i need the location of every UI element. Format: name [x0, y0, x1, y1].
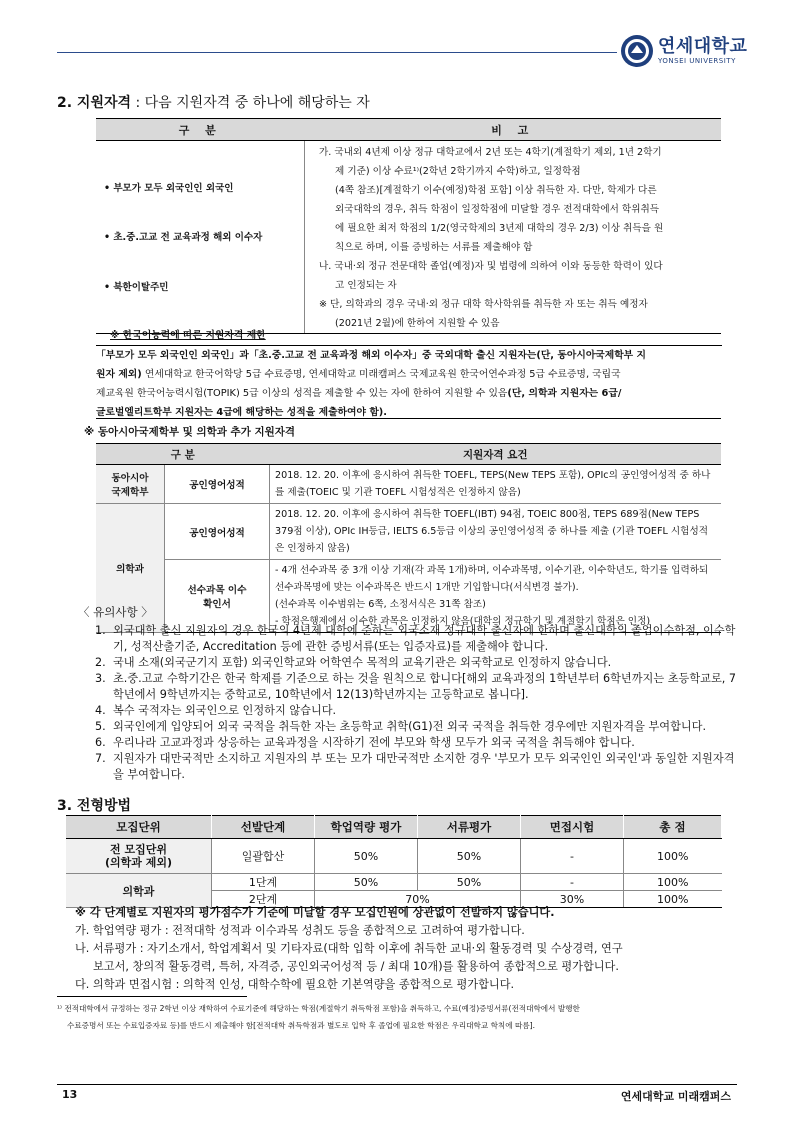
korean-ability-line: 「부모가 모두 외국인인 외국인」과「초.중.고교 전 교육과정 해외 이수자」중 국외대학 출신 지원자는(단, 동아시아국제학부 지 [96, 345, 722, 365]
qualification-table [96, 118, 721, 334]
selection-unit-all: 전 모집단위 (의학과 제외) [66, 839, 212, 874]
extra-sub-english-medicine: 공인영어성적 [165, 504, 270, 560]
extra-qualification-title: ※ 동아시아국제학부 및 의학과 추가 지원자격 [84, 426, 296, 438]
selection-stage: 일괄합산 [212, 839, 315, 874]
remark-line: 고 인정되는 자 [335, 280, 397, 291]
remark-line: 칙으로 하며, 이를 증빙하는 서류를 제출해야 함 [335, 242, 533, 253]
caution-list [95, 623, 740, 783]
footer-rule [57, 1084, 737, 1085]
remark-line: 외국대학의 경우, 취득 학점이 일정학점에 미달할 경우 전적대학에서 학위취득 [335, 204, 660, 215]
korean-ability-title: ※ 한국어능력에 따른 지원자격 제한 [110, 330, 266, 341]
remark-line: 나. 국내·외 정규 전문대학 졸업(예정)자 및 법령에 의하여 이와 동등한 학력이 있다 [319, 261, 663, 272]
selection-table [66, 815, 722, 908]
selection-interview: - [521, 839, 624, 874]
selection-col-total: 총 점 [624, 816, 722, 839]
selection-note-bold: ※ 각 단계별로 지원자의 평가점수가 기준에 미달할 경우 모집인원에 상관없이 선발하지 않습니다. [75, 906, 555, 919]
selection-total: 100% [624, 839, 722, 874]
extra-qualification-table [96, 443, 721, 633]
selection-col-academic: 학업역량 평가 [315, 816, 418, 839]
selection-academic: 50% [315, 839, 418, 874]
selection-stage: 1단계 [212, 874, 315, 891]
selection-interview: - [521, 874, 624, 891]
extra-category-medicine: 의학과 [96, 504, 165, 633]
extra-desc-eastasia: 2018. 12. 20. 이후에 응시하여 취득한 TOEFL, TEPS(New TEPS 포함), OPIc의 공인영어성적 중 하나를 제출(TOEIC 및 기관 TOEFL 시험성적은 인정하지 않음) [270, 465, 722, 504]
caution-item: 1. 외국대학 출신 지원자의 경우 한국의 4년제 대학에 준하는 외국소재 정규대학 출신자에 한하며 출신대학의 졸업이수학점, 이수학기, 성적산출기준, Accreditation 등에 관한 증빙서류(또는 입증자료)를 제출해야 합니다. [95, 624, 736, 653]
korean-ability-notice [96, 326, 722, 422]
footnote-rule [57, 996, 247, 997]
selection-note: 보고서, 창의적 활동경력, 특허, 자격증, 공인외국어성적 등 / 최대 10개)를 활용하여 종합적으로 평가합니다. [93, 960, 619, 973]
selection-academic: 50% [315, 874, 418, 891]
logo-english: YONSEI UNIVERSITY [658, 56, 736, 65]
prereq-line: - 4개 선수과목 중 3개 이상 기재(각 과목 1개)하며, 이수과목명, 이수기관, 이수학년도, 학기를 입력하되 선수과목명에 맞는 이수과목은 반드시 1개만 기입합니다(서식변경 불가). [275, 565, 709, 593]
qualification-foreigner: • 부모가 모두 외국인인 외국인 [104, 183, 234, 194]
prereq-line: (선수과목 이수범위는 6쪽, 소정서식은 31쪽 참조) [275, 599, 486, 610]
selection-col-interview: 면접시험 [521, 816, 624, 839]
selection-document: 50% [418, 839, 521, 874]
footnote [57, 1000, 737, 1034]
footnote-line: ¹⁾ 전적대학에서 규정하는 정규 2학년 이상 재학하여 수료기준에 해당하는 학점(계절학기 취득학점 포함)을 취득하고, 수료(예정)증빙서류(전적대학에서 발행한 [57, 1004, 580, 1013]
selection-note: 다. 의학과 면접시험 : 의학적 인성, 대학수학에 필요한 기본역량을 종합적으로 평가합니다. [75, 978, 515, 991]
qualification-col-category: 구 분 [96, 119, 305, 141]
korean-ability-line: 제교육원 한국어능력시험(TOPIK) 5급 이상의 성적을 제출할 수 있는 자에 한하여 지원할 수 있음(단, 의학과 지원자는 6급/ [96, 388, 622, 399]
extra-sub-english-eastasia: 공인영어성적 [165, 465, 270, 504]
extra-col-requirement: 지원자격 요건 [270, 444, 722, 465]
selection-total: 100% [624, 891, 722, 908]
caution-item: 5. 외국인에게 입양되어 외국 국적을 취득한 자는 초등학교 취학(G1)전 외국 국적을 취득한 경우에만 지원자격을 부여합니다. [95, 720, 707, 733]
korean-ability-line: 글로벌엘리트학부 지원자는 4급에 해당하는 성적을 제출하여야 함). [96, 407, 388, 418]
remark-line: (2021년 2월)에 한하여 지원할 수 있음 [335, 318, 500, 329]
selection-note: 가. 학업역량 평가 : 전적대학 성적과 이수과목 성취도 등을 종합적으로 고려하여 평가합니다. [75, 924, 525, 937]
selection-interview: 30% [521, 891, 624, 908]
remark-line: ※ 단, 의학과의 경우 국내·외 정규 대학 학사학위를 취득한 자 또는 취득 예정자 [319, 299, 648, 310]
selection-notes [75, 904, 735, 994]
notice-rule [96, 418, 721, 419]
extra-desc-prereq [270, 560, 722, 633]
qualification-defector: • 북한이탈주민 [104, 282, 169, 293]
selection-document: 50% [418, 874, 521, 891]
university-seal-icon [620, 34, 654, 68]
caution-item: 6. 우리나라 고교과정과 상응하는 교육과정을 시작하기 전에 부모와 학생 모두가 외국 국적을 취득해야 합니다. [95, 736, 635, 749]
footnote-line: 수료증명서 또는 수료입증자료 등)를 반드시 제출해야 함[전적대학 취득학점과 별도로 입학 후 졸업에 필요한 학점은 우리대학교 학칙에 따름]. [67, 1021, 536, 1030]
selection-col-stage: 선발단계 [212, 816, 315, 839]
extra-category-eastasia: 동아시아 국제학부 [96, 465, 165, 504]
selection-note: 나. 서류평가 : 자기소개서, 학업계획서 및 기타자료(대학 입학 이후에 취득한 교내·외 활동경력 및 수상경력, 연구 [75, 942, 623, 955]
caution-item: 7. 지원자가 대만국적만 소지하고 지원자의 부 또는 모가 대만국적만 소지한 경우 '부모가 모두 외국인인 외국인'과 동일한 지원자격을 부여합니다. [95, 752, 735, 781]
caution-item: 4. 복수 국적자는 외국인으로 인정하지 않습니다. [95, 704, 337, 717]
remark-line: (4쪽 참조)[계절학기 이수(예정)학점 포함] 이상 취득한 자. 다만, 학제가 다른 [335, 185, 657, 196]
selection-col-document: 서류평가 [418, 816, 521, 839]
remark-line: 제 기준) 이상 수료¹⁾(2학년 2학기까지 수학)하고, 일정학점 [335, 166, 581, 177]
caution-item: 2. 국내 소재(외국군기지 포함) 외국인학교와 어학연수 목적의 교육기관은 외국학교로 인정하지 않습니다. [95, 656, 612, 669]
university-logo [620, 34, 747, 68]
logo-korean: 연세대학교 [658, 35, 748, 57]
qualification-col-remarks: 비 고 [305, 119, 722, 141]
header-rule [57, 52, 617, 53]
remark-line: 가. 국내외 4년제 이상 정규 대학교에서 2년 또는 4학기(계절학기 제외, 1년 2학기 [319, 147, 662, 158]
caution-item: 3. 초.중.고교 수학기간은 한국 학제를 기준으로 하는 것을 원칙으로 합니다[해외 교육과정의 1학년부터 6학년까지는 초등학교로, 7학년에서 9학년까지는 중학교로, 10학년에서 12(13)학년까지는 고등학교로 봅니다]. [95, 672, 736, 701]
selection-total: 100% [624, 874, 722, 891]
korean-ability-line: 원자 제외) 연세대학교 한국어학당 5급 수료증명, 연세대학교 미래캠퍼스 국제교육원 한국어연수과정 5급 수료증명, 국립국 [96, 369, 621, 380]
selection-col-unit: 모집단위 [66, 816, 212, 839]
extra-sub-prereq: 선수과목 이수 확인서 [165, 560, 270, 633]
selection-merged-score: 70% [315, 891, 521, 908]
section3-title: 3. 전형방법 [57, 798, 132, 814]
prereq-line: - 학점은행제에서 이수한 과목은 인정하지 않음(대학의 정규학기 및 계절학기 학점은 인정) [275, 616, 651, 627]
remark-line: 에 필요한 최저 학점의 1/2(영국학제의 3년제 대학의 경우 2/3) 이상 취득을 원 [335, 223, 664, 234]
qualification-remarks-cell [305, 141, 722, 334]
page-number: 13 [62, 1088, 78, 1101]
caution-title: 〈 유의사항 〉 [78, 605, 153, 619]
section2-title: 2. 지원자격 : 다음 지원자격 중 하나에 해당하는 자 [57, 95, 370, 111]
extra-col-category: 구 분 [96, 444, 270, 465]
selection-stage: 2단계 [212, 891, 315, 908]
selection-unit-medicine: 의학과 [66, 874, 212, 908]
footer-campus: 연세대학교 미래캠퍼스 [620, 1090, 731, 1103]
extra-desc-english-medicine: 2018. 12. 20. 이후에 응시하여 취득한 TOEFL(IBT) 94점, TOEIC 800점, TEPS 689점(New TEPS 379점 이상), OPIc IH등급, IELTS 6.5등급 이상의 공인영어성적 중 하나를 제출 (기관 TOEFL 시험성적은 인정하지 않음) [270, 504, 722, 560]
qualification-overseas: • 초.중.고교 전 교육과정 해외 이수자 [104, 232, 263, 243]
